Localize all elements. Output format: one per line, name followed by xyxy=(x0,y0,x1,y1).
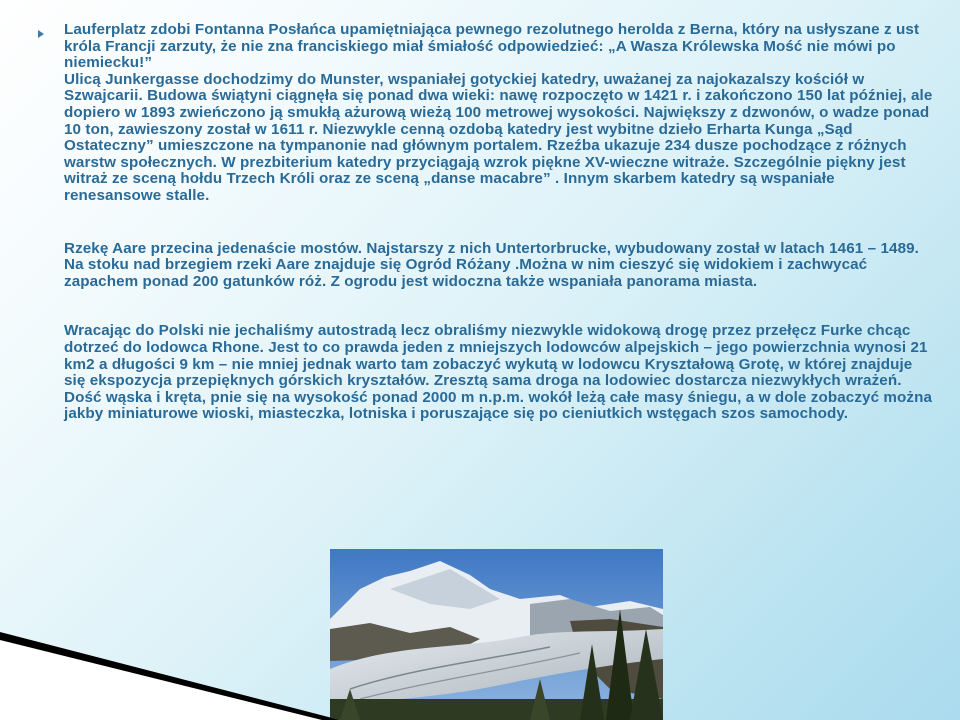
paragraph-katedra: Ulicą Junkergasse dochodzimy do Munster, wspaniałej gotyckiej katedry, uważanej za najokazalszy kościół w Szwajcarii. Budowa świątyni ciągnęła się ponad dwa wieki: nawę rozpoczęto w 1421 r. i zakończono 150 lat później, ale dopiero w 1893 zwieńczono ją smukłą ażurową wieżą 100 metrowej wysokości. Największy z dzwonów, o wadze ponad 10 ton, zawieszony został w 1611 r. Niezwykle cenną ozdobą katedry jest wybitne dzieło Erharta Kunga „Sąd Ostateczny” umieszczone na tympanonie nad głównym portalem. Rzeźba ukazuje 234 dusze pochodzące z różnych warstw społecznych. W prezbiterium katedry przyciągają wzrok piękne XV-wieczne witraże. Szczególnie piękny jest witraż ze sceną hołdu Trzech Króli oraz ze sceną „danse macabre” . Innym skarbem katedry są wspaniałe renesansowe stalle. xyxy=(64,70,933,204)
glacier-photo xyxy=(330,549,663,720)
slide-body-text xyxy=(64,22,936,423)
paragraph-lodowiec: Wracając do Polski nie jechaliśmy autostradą lecz obraliśmy niezwykle widokową drogę przez przełęcz Furke chcąc dotrzeć do lodowca Rhone. Jest to co prawda jeden z mniejszych lodowców alpejskich – jego powierzchnia wynosi 21 km2 a długości 9 km – nie mniej jednak warto tam zobaczyć wykutą w lodowcu Kryształową Grotę, w której znajduje się ekspozycja przepięknych górskich kryształów. Zresztą sama droga na lodowiec dostarcza niezwykłych wrażeń. Dość wąska i kręta, pnie się na wysokość ponad 2000 m n.p.m. wokół leżą całe masy śniegu, a w dole zobaczyć można jakby miniaturowe wioski, miasteczka, lotniska i poruszające się po cieniutkich wstęgach szos samochody. xyxy=(64,322,933,423)
corner-decoration xyxy=(0,632,340,720)
paragraph-fontanna: Lauferplatz zdobi Fontanna Posłańca upamiętniająca pewnego rezolutnego herolda z Berna, który na usłyszane z ust króla Francji zarzuty, że nie zna franciskiego miał śmiałość odpowiedzieć: „A Wasza Królewska Mość nie mówi po niemiecku!” xyxy=(64,21,920,72)
triangle-bullet-icon xyxy=(38,30,44,38)
paragraph-aare: Rzekę Aare przecina jedenaście mostów. Najstarszy z nich Untertorbrucke, wybudowany został w latach 1461 – 1489. Na stoku nad brzegiem rzeki Aare znajduje się Ogród Różany .Można w nim cieszyć się widokiem i zachwycać zapachem ponad 200 gatunków róż. Z ogrodu jest widoczna także wspaniała panorama miasta. xyxy=(64,239,919,290)
